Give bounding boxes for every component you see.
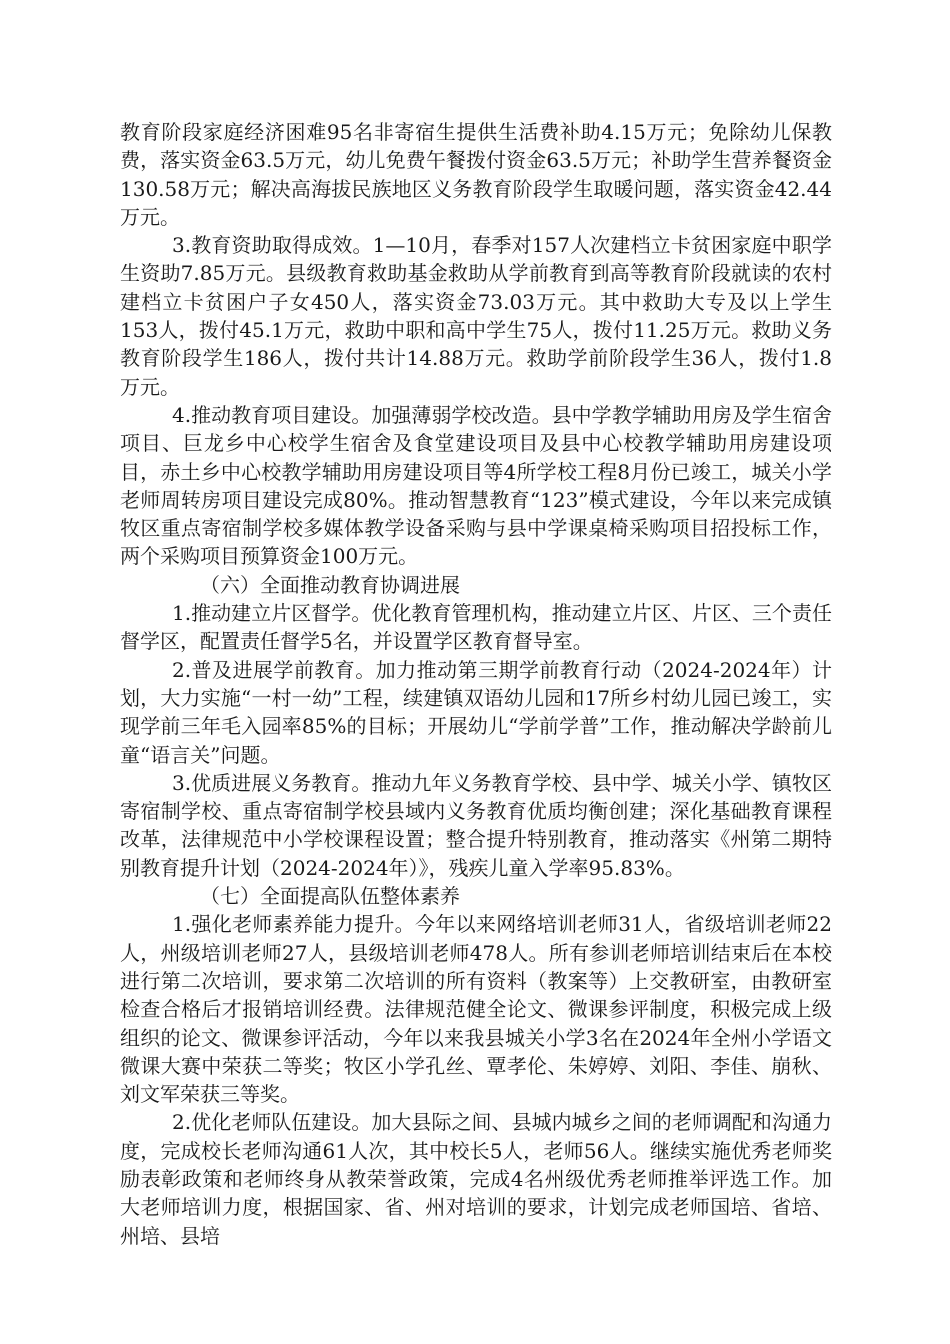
paragraph-compulsory-education: 3.优质进展义务教育。推动九年义务教育学校、县中学、城关小学、镇牧区寄宿制学校、重点寄宿制学校县域内义务教育优质均衡创建；深化基础教育课程改革，法律规范中小学校课程设置；整合提升特别教育，推动落实《州第二期特别教育提升计划（2024-2024年）》，残疾儿童入学率95.83%。 bbox=[120, 770, 832, 880]
paragraph-district-supervision: 1.推动建立片区督学。优化教育管理机构，推动建立片区、片区、三个责任督学区，配置责任督学5名，并设置学区教育督导室。 bbox=[120, 601, 832, 654]
paragraph-teacher-training: 1.强化老师素养能力提升。今年以来网络培训老师31人，省级培训老师22人，州级培训老师27人，县级培训老师478人。所有参训老师培训结束后在本校进行第二次培训，要求第二次培训的所有资料（教案等）上交教研室，由教研室检查合格后才报销培训经费。法律规范健全论文、微课参评制度，积极完成上级组织的论文、微课参评活动，今年以来我县城关小学3名在2024年全州小学语文微课大赛中荣获二等奖；牧区小学孔丝、覃孝伦、朱婷婷、刘阳、李佳、崩秋、刘文军荣获三等奖。 bbox=[120, 912, 832, 1107]
paragraph-preschool: 2.普及进展学前教育。加力推动第三期学前教育行动（2024-2024年）计划，大力实施“一村一幼”工程，续建镇双语幼儿园和17所乡村幼儿园已竣工，实现学前三年毛入园率85%的目标；开展幼儿“学前学普”工作，推动解决学龄前儿童“语言关”问题。 bbox=[120, 657, 832, 767]
paragraph-project-construction: 4.推动教育项目建设。加强薄弱学校改造。县中学教学辅助用房及学生宿舍项目、巨龙乡中心校学生宿舍及食堂建设项目及县中心校教学辅助用房建设项目，赤土乡中心校教学辅助用房建设项目等4所学校工程8月份已竣工，城关小学老师周转房项目建设完成80%。推动智慧教育“123”模式建设，今年以来完成镇牧区重点寄宿制学校多媒体教学设备采购与县中学课桌椅采购项目招投标工作，两个采购项目预算资金100万元。 bbox=[120, 402, 832, 569]
paragraph-continuation: 教育阶段家庭经济困难95名非寄宿生提供生活费补助4.15万元；免除幼儿保教费，落实资金63.5万元，幼儿免费午餐拨付资金63.5万元；补助学生营养餐资金130.58万元；解决高海拔民族地区义务教育阶段学生取暖问题，落实资金42.44万元。 bbox=[120, 120, 832, 229]
paragraph-education-aid: 3.教育资助取得成效。1—10月，春季对157人次建档立卡贫困家庭中职学生资助7.85万元。县级教育救助基金救助从学前教育到高等教育阶段就读的农村建档立卡贫困户子女450人，落实资金73.03万元。其中救助大专及以上学生153人，拨付45.1万元，救助中职和高中学生75人，拨付11.25万元。救助义务教育阶段学生186人，拨付共计14.88万元。救助学前阶段学生36人，拨付1.8万元。 bbox=[120, 233, 832, 399]
section-heading-six: （六）全面推动教育协调进展 bbox=[200, 572, 460, 597]
paragraph-teacher-team: 2.优化老师队伍建设。加大县际之间、县城内城乡之间的老师调配和沟通力度，完成校长老师沟通61人次，其中校长5人，老师56人。继续实施优秀老师奖励表彰政策和老师终身从教荣誉政策，完成4名州级优秀老师推举评选工作。加大老师培训力度，根据国家、省、州对培训的要求，计划完成老师国培、省培、州培、县培 bbox=[120, 1110, 832, 1248]
document-body bbox=[120, 118, 832, 1250]
section-heading-seven: （七）全面提高队伍整体素养 bbox=[200, 884, 460, 909]
